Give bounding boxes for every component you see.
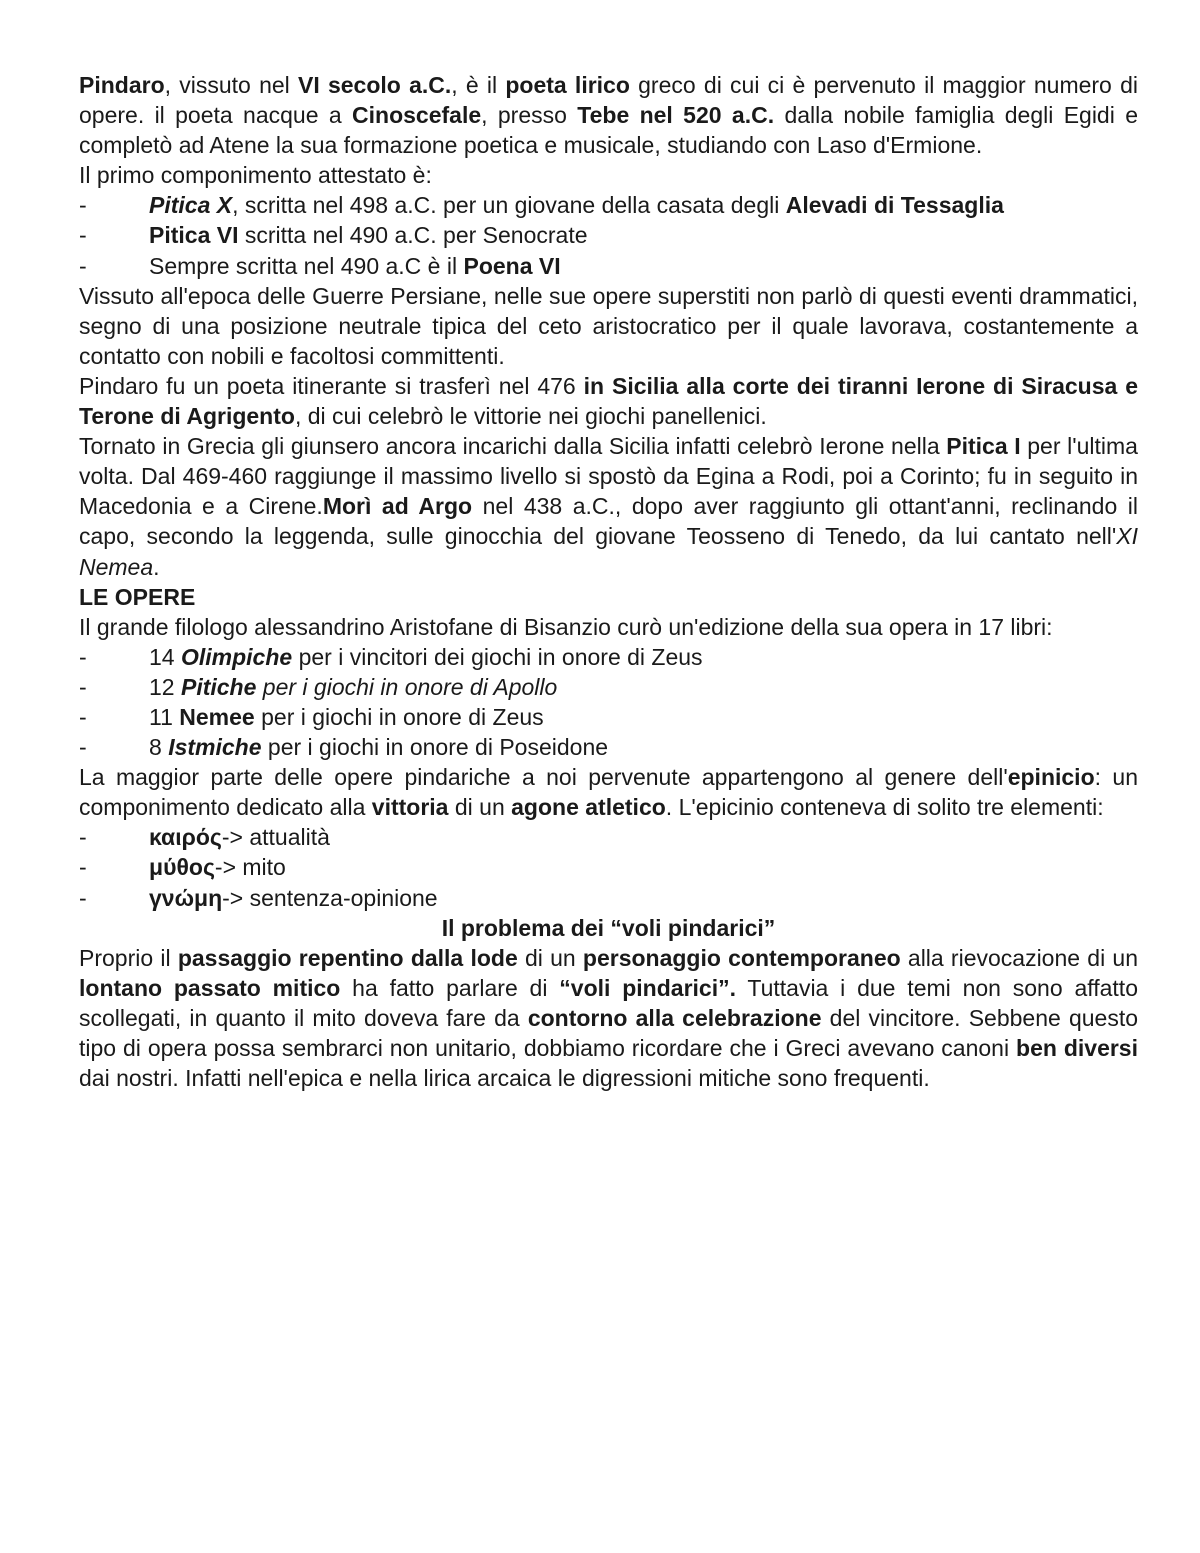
bullet-dash: - <box>79 252 87 279</box>
text: Proprio il <box>79 944 178 971</box>
text-bold: Pitica I <box>946 433 1021 460</box>
text-bold: γνώμη <box>149 884 223 911</box>
text: per i giochi in onore di Zeus <box>254 703 544 730</box>
text-italic: per i giochi in onore di Apollo <box>256 673 558 700</box>
bullet-dash: - <box>79 884 87 911</box>
text: -> sentenza-opinione <box>222 884 438 911</box>
text: La maggior parte delle opere pindariche a noi pervenute appartengono al genere dell' <box>79 764 1008 791</box>
text: del vincitore. Sebbene questo tipo di opera possa sembrarci non unitario, dobbiamo ricordare che i Greci avevano canoni <box>79 1004 1138 1061</box>
bullet-dash: - <box>79 703 87 730</box>
list-item <box>79 822 1138 852</box>
text: . <box>153 553 160 580</box>
text: ha fatto parlare di <box>340 974 560 1001</box>
text-bold: in Sicilia alla corte dei tiranni Ierone di Siracusa e Terone di Agrigento <box>79 372 1138 430</box>
text-italic: XI Nemea <box>79 523 1138 580</box>
bullet-dash: - <box>79 643 87 670</box>
text-bold: Pindaro <box>79 72 165 98</box>
text: dalla nobile famiglia degli Egidi e completò ad Atene la sua formazione poetica e musicale, studiando con Laso d'Ermione. <box>79 102 1138 159</box>
text-bold: Pitica VI <box>149 222 239 249</box>
list-item <box>79 220 1138 250</box>
document-body <box>79 70 1138 1093</box>
text: di un <box>517 944 583 971</box>
text: 11 <box>149 703 180 730</box>
text-bold: “voli pindarici”. <box>559 974 736 1001</box>
text: alla rievocazione di un <box>900 944 1138 971</box>
text: Sempre scritta nel 490 a.C è il <box>149 252 464 279</box>
list-item <box>79 642 1138 672</box>
text: , scritta nel 498 a.C. per un giovane della casata degli <box>232 192 786 219</box>
text-bold: VI secolo a.C. <box>298 72 452 98</box>
text-bold: personaggio contemporaneo <box>582 944 901 971</box>
text-bold: μύθος <box>149 854 215 881</box>
text-bold: lontano passato mitico <box>79 974 341 1001</box>
text: nel 438 a.C., dopo aver raggiunto gli ottant'anni, reclinando il capo, secondo la leggenda, sulle ginocchia del giovane Teosseno di Tenedo, da lui cantato nell' <box>79 493 1138 550</box>
text-bold: poeta lirico <box>505 72 630 98</box>
text: per l'ultima volta. Dal 469-460 raggiunge il massimo livello si spostò da Egina a Rodi, poi a Corinto; fu in seguito in Macedonia e a Cirene. <box>79 433 1138 520</box>
paragraph-guerre-persiane: Vissuto all'epoca delle Guerre Persiane, nelle sue opere superstiti non parlò di questi eventi drammatici, segno di una posizione neutrale tipica del ceto aristocratico per il quale lavorava, costantemente a contatto con nobili e facoltosi committenti. <box>79 282 1138 369</box>
paragraph-epinicio <box>79 762 1138 822</box>
text: . L'epicinio conteneva di solito tre elementi: <box>665 794 1104 821</box>
heading-voli-pindarici: Il problema dei “voli pindarici” <box>441 914 776 941</box>
text-bold: Poena VI <box>463 252 561 279</box>
text: dai nostri. Infatti nell'epica e nella lirica arcaica le digressioni mitiche sono frequenti. <box>79 1065 930 1092</box>
list-item <box>79 251 1138 281</box>
text-bold-italic: Olimpiche <box>180 643 293 670</box>
text-bold: Nemee <box>179 703 255 730</box>
text: 12 <box>149 673 181 700</box>
text: , presso <box>481 102 578 129</box>
text: : un componimento dedicato alla <box>79 764 1138 821</box>
text: per i giochi in onore di Poseidone <box>261 734 609 761</box>
text: di un <box>448 794 512 821</box>
list-item <box>79 190 1138 220</box>
text-bold: Alevadi di Tessaglia <box>785 192 1004 219</box>
list-item <box>79 702 1138 732</box>
text: , di cui celebrò le vittorie nei giochi panellenici. <box>294 403 767 430</box>
list-item <box>79 672 1138 702</box>
list-item <box>79 883 1138 913</box>
list-item <box>79 732 1138 762</box>
bullet-dash: - <box>79 222 87 249</box>
list-item <box>79 852 1138 882</box>
text: -> mito <box>214 854 286 881</box>
paragraph-grecia <box>79 431 1138 581</box>
text-bold: agone atletico <box>511 794 666 821</box>
list-intro: Il primo componimento attestato è: <box>79 162 432 189</box>
bullet-dash: - <box>79 854 87 881</box>
text: Tornato in Grecia gli giunsero ancora incarichi dalla Sicilia infatti celebrò Ierone nella <box>79 433 947 460</box>
text: 14 <box>149 643 181 670</box>
paragraph-sicilia <box>79 371 1138 431</box>
text: Tuttavia i due temi non sono affatto scollegati, in quanto il mito doveva fare da <box>79 974 1138 1031</box>
text: scritta nel 490 a.C. per Senocrate <box>238 222 588 249</box>
text-bold: Morì ad Argo <box>322 493 473 520</box>
text-bold-italic: Pitica X <box>149 192 233 219</box>
text-bold: ben diversi <box>1016 1035 1138 1061</box>
text: , vissuto nel <box>164 72 298 98</box>
text-bold-italic: Istmiche <box>168 734 262 761</box>
text: , è il <box>451 72 506 98</box>
text-bold: καιρός <box>149 824 222 851</box>
text: Pindaro fu un poeta itinerante si trasferì nel 476 <box>79 372 584 399</box>
bullet-dash: - <box>79 824 87 851</box>
heading-le-opere: LE OPERE <box>79 583 196 610</box>
text-bold: vittoria <box>371 794 449 821</box>
text-bold: epinicio <box>1007 764 1095 791</box>
bullet-dash: - <box>79 192 87 219</box>
paragraph-voli <box>79 943 1138 1093</box>
text: per i vincitori dei giochi in onore di Zeus <box>292 643 703 670</box>
paragraph-filologo: Il grande filologo alessandrino Aristofane di Bisanzio curò un'edizione della sua opera in 17 libri: <box>79 613 1053 640</box>
text-bold: Cinoscefale <box>352 102 482 129</box>
text-bold: contorno alla celebrazione <box>527 1004 822 1031</box>
text-bold: Tebe nel 520 a.C. <box>577 102 775 129</box>
text-bold: passaggio repentino dalla lode <box>177 944 518 971</box>
text: 8 <box>149 734 169 761</box>
text-bold-italic: Pitiche <box>180 673 257 700</box>
text: greco di cui ci è pervenuto il maggior numero di opere. il poeta nacque a <box>79 72 1138 129</box>
paragraph-intro <box>79 70 1138 160</box>
bullet-dash: - <box>79 734 87 761</box>
text: -> attualità <box>221 824 330 851</box>
bullet-dash: - <box>79 673 87 700</box>
